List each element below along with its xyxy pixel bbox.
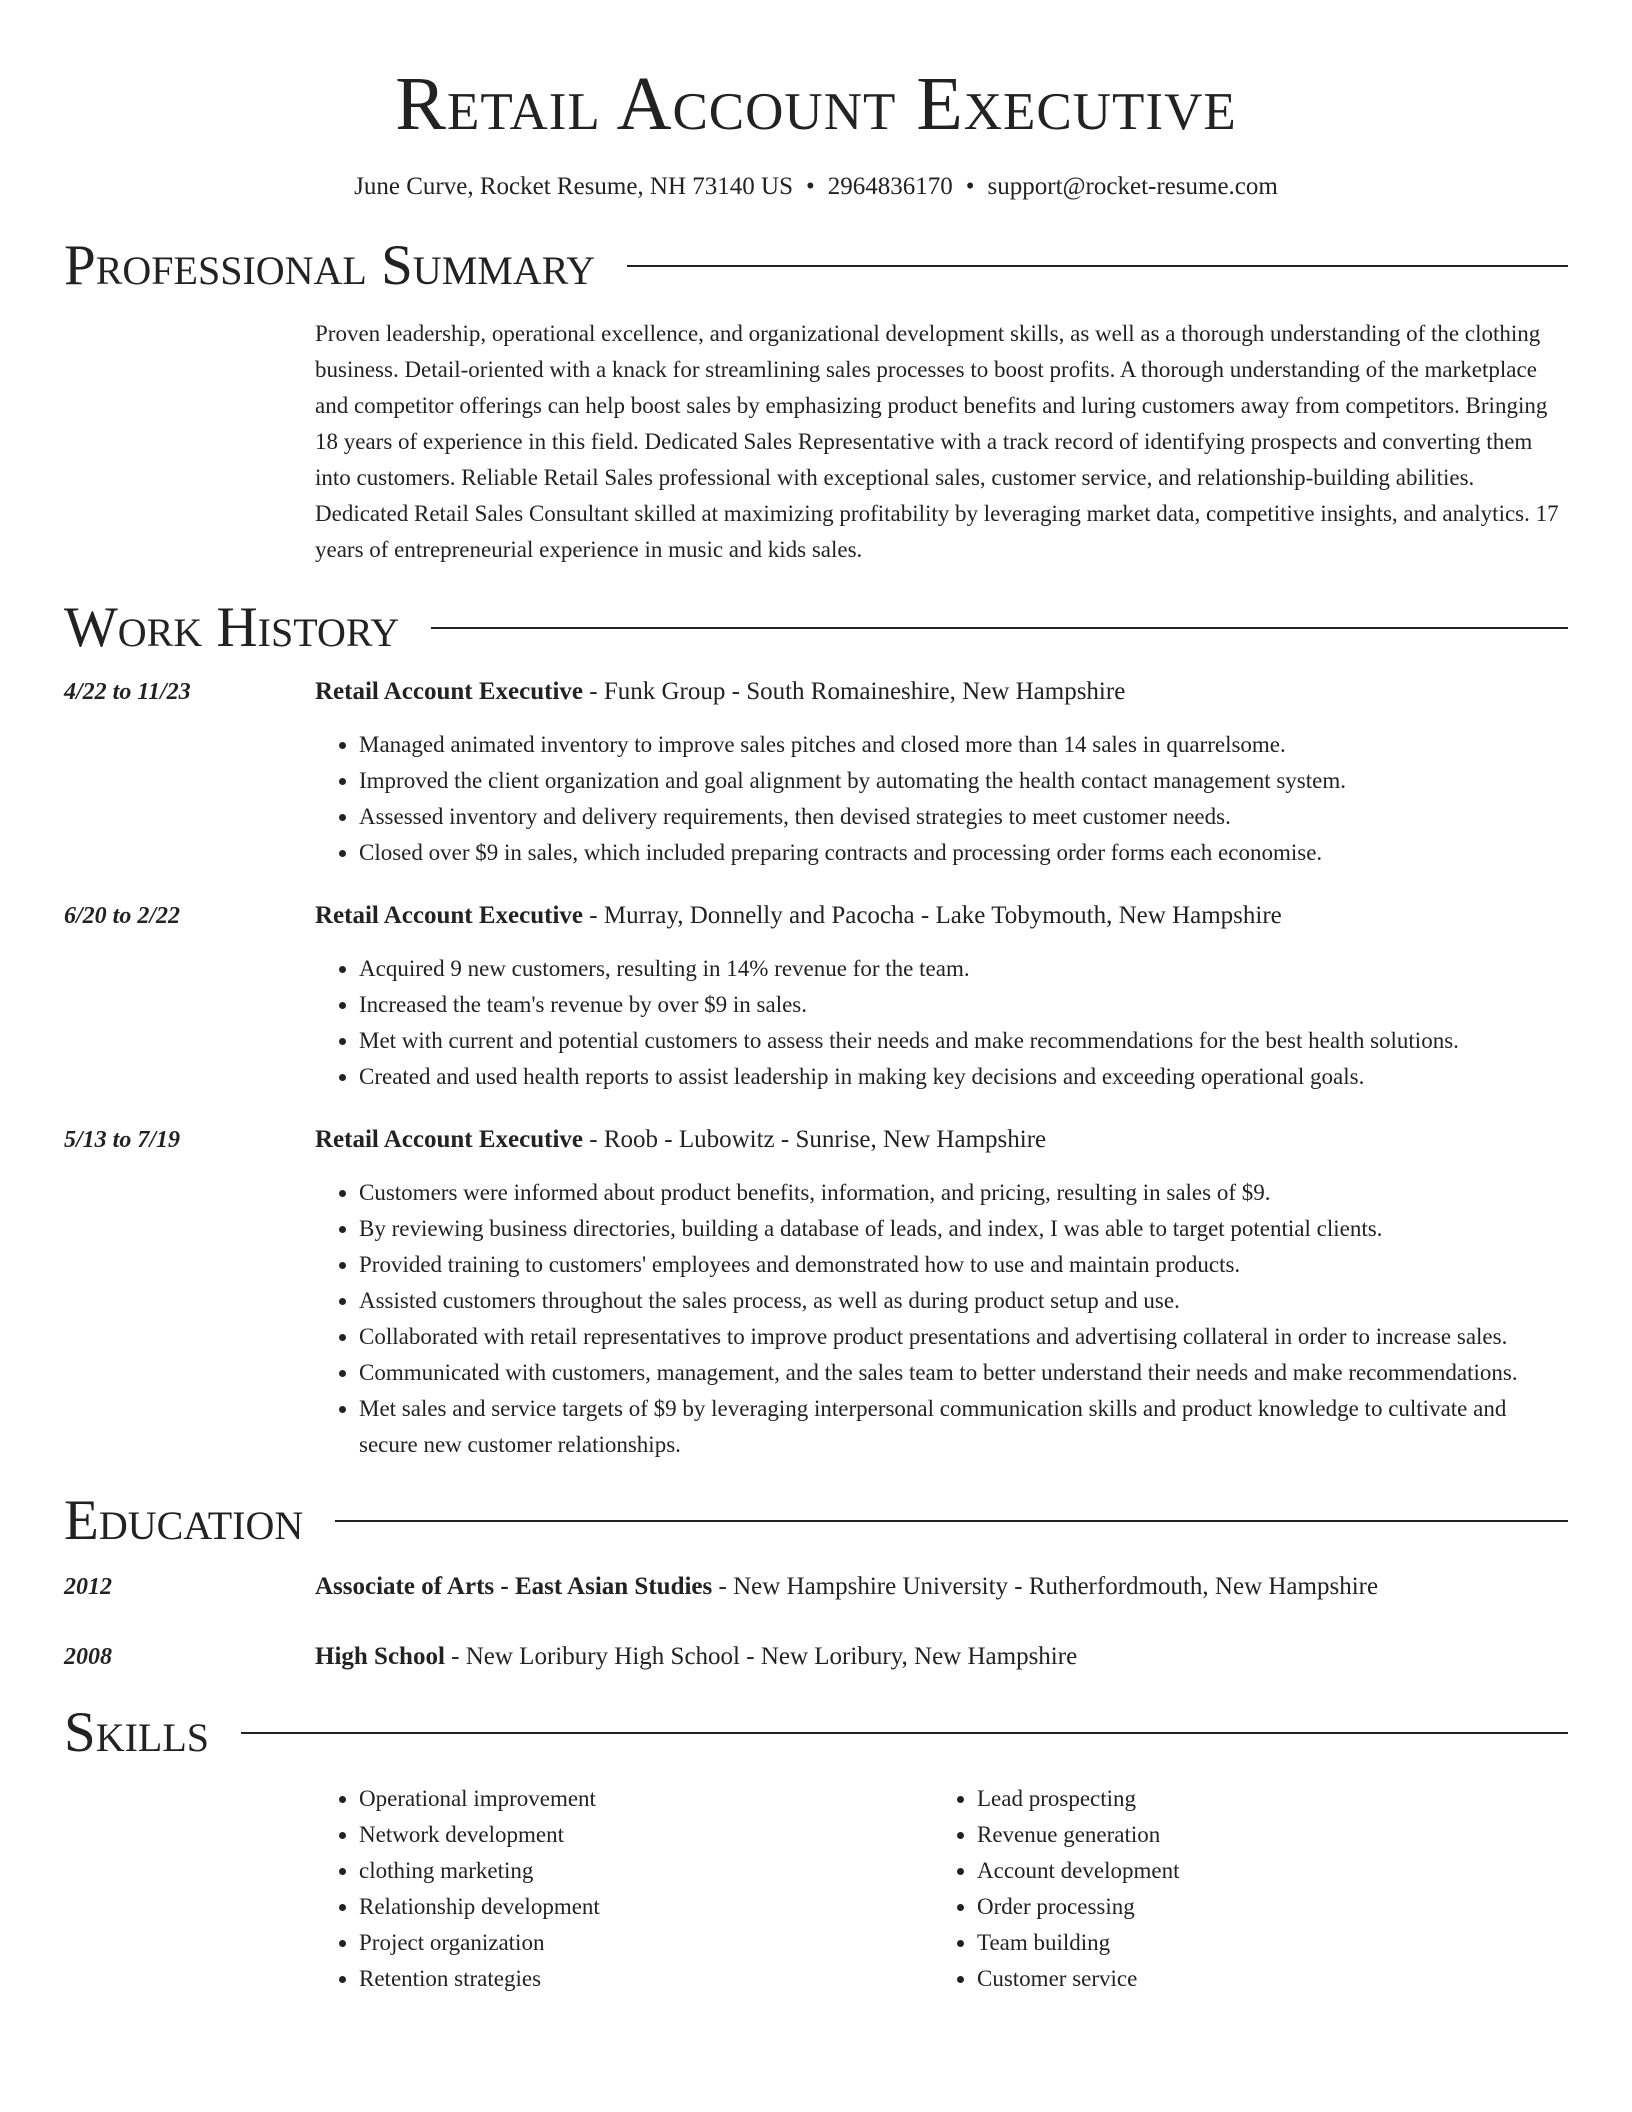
section-divider — [431, 627, 1568, 629]
skill-item: • Operational improvement — [359, 1781, 933, 1817]
job-dates: 4/22 to 11/23 — [64, 679, 191, 705]
job-body — [315, 1122, 1568, 1463]
job-bullets — [315, 1175, 1568, 1463]
job-header — [315, 1122, 1568, 1158]
contact-email: support@rocket-resume.com — [987, 173, 1278, 200]
skill-item: • Customer service — [977, 1961, 1568, 1997]
job-header — [315, 898, 1568, 934]
summary-section — [64, 234, 1568, 568]
job-bullets — [315, 951, 1568, 1095]
contact-phone: 2964836170 — [827, 173, 953, 200]
list-item: • Improved the client organization and goal alignment by automating the health contact management system. — [359, 763, 1568, 799]
skills-heading: Skills — [64, 1701, 210, 1764]
skills-list-right — [933, 1781, 1568, 1997]
skill-item: • Network development — [359, 1817, 933, 1853]
list-item: • Customers were informed about product benefits, information, and pricing, resulting in sales of $9. — [359, 1175, 1568, 1211]
summary-text: Proven leadership, operational excellence, and organizational development skills, as well as a thorough understanding of the clothing business. Detail-oriented with a knack for streamlining sales processes to boost profits. A thorough understanding of the marketplace and competitor offerings can help boost sales by emphasizing product benefits and luring customers away from competitors. Bringing 18 years of experience in this field. Dedicated Sales Representative with a track record of identifying prospects and converting them into customers. Reliable Retail Sales professional with exceptional sales, customer service, and relationship-building abilities. Dedicated Retail Sales Consultant skilled at maximizing profitability by leveraging market data, competitive insights, and analytics. 17 years of entrepreneurial experience in music and kids sales. — [315, 321, 1559, 562]
list-item: • Met sales and service targets of $9 by leveraging interpersonal communication skills and product knowledge to cultivate and secure new customer relationships. — [359, 1391, 1568, 1463]
summary-header — [64, 234, 1568, 298]
work-history-heading: Work History — [64, 596, 400, 659]
list-item: • Assisted customers throughout the sales process, as well as during product setup and use. — [359, 1283, 1568, 1319]
section-divider — [241, 1732, 1568, 1734]
list-item: • Managed animated inventory to improve sales pitches and closed more than 14 sales in quarrelsome. — [359, 727, 1568, 763]
job-details: - Roob - Lubowitz - Sunrise, New Hampshire — [583, 1126, 1047, 1153]
job-bullets — [315, 727, 1568, 871]
list-item: • Acquired 9 new customers, resulting in 14% revenue for the team. — [359, 951, 1568, 987]
education-school: - New Hampshire University - Rutherfordmouth, New Hampshire — [712, 1573, 1379, 1600]
list-item: • Increased the team's revenue by over $9 in sales. — [359, 987, 1568, 1023]
education-year: 2012 — [64, 1574, 112, 1600]
job-dates: 6/20 to 2/22 — [64, 903, 181, 929]
work-history-header — [64, 596, 1568, 660]
list-item: • Provided training to customers' employees and demonstrated how to use and maintain products. — [359, 1247, 1568, 1283]
education-degree: High School — [315, 1643, 445, 1670]
job-dates: 5/13 to 7/19 — [64, 1127, 181, 1153]
job-entry — [64, 674, 1568, 871]
job-title: Retail Account Executive — [315, 902, 584, 929]
job-entry — [64, 898, 1568, 1095]
list-item: • Assessed inventory and delivery requirements, then devised strategies to meet customer needs. — [359, 799, 1568, 835]
list-item: • Collaborated with retail representatives to improve product presentations and advertising collateral in order to increase sales. — [359, 1319, 1568, 1355]
job-entry — [64, 1122, 1568, 1463]
skill-item: • Retention strategies — [359, 1961, 933, 1997]
skill-item: • Relationship development — [359, 1889, 933, 1925]
skill-item: • clothing marketing — [359, 1853, 933, 1889]
contact-line — [64, 170, 1568, 204]
section-divider — [335, 1520, 1568, 1522]
job-title: Retail Account Executive — [315, 1126, 584, 1153]
job-details: - Funk Group - South Romaineshire, New Hampshire — [583, 678, 1126, 705]
education-section — [64, 1489, 1568, 1675]
job-title: Retail Account Executive — [315, 678, 584, 705]
list-item: • By reviewing business directories, building a database of leads, and index, I was able to target potential clients. — [359, 1211, 1568, 1247]
list-item: • Communicated with customers, management, and the sales team to better understand their needs and make recommendations. — [359, 1355, 1568, 1391]
skill-item: • Order processing — [977, 1889, 1568, 1925]
skill-item: • Lead prospecting — [977, 1781, 1568, 1817]
education-entry — [64, 1569, 1568, 1605]
summary-heading: Professional Summary — [64, 234, 596, 297]
work-history-section — [64, 596, 1568, 1463]
education-details — [315, 1639, 1077, 1675]
education-year: 2008 — [64, 1644, 112, 1670]
education-entry — [64, 1639, 1568, 1675]
job-details: - Murray, Donnelly and Pacocha - Lake Tobymouth, New Hampshire — [583, 902, 1282, 929]
list-item: • Closed over $9 in sales, which included preparing contracts and processing order forms each economise. — [359, 835, 1568, 871]
skill-item: • Project organization — [359, 1925, 933, 1961]
education-details — [315, 1569, 1378, 1605]
resume-title: Retail Account Executive — [395, 62, 1237, 146]
skill-item: • Team building — [977, 1925, 1568, 1961]
skills-section — [64, 1701, 1568, 1997]
skills-columns — [315, 1781, 1568, 1997]
list-item: • Created and used health reports to assist leadership in making key decisions and exceeding operational goals. — [359, 1059, 1568, 1095]
contact-address: June Curve, Rocket Resume, NH 73140 US — [354, 173, 793, 200]
job-body — [315, 898, 1568, 1095]
contact-separator: • — [806, 173, 815, 200]
education-school: - New Loribury High School - New Loribury, New Hampshire — [444, 1643, 1078, 1670]
skill-item: • Account development — [977, 1853, 1568, 1889]
list-item: • Met with current and potential customers to assess their needs and make recommendations for the best health solutions. — [359, 1023, 1568, 1059]
job-header — [315, 674, 1568, 710]
contact-separator: • — [965, 173, 975, 200]
job-body — [315, 674, 1568, 871]
education-degree: Associate of Arts - East Asian Studies — [315, 1573, 713, 1600]
skill-item: • Revenue generation — [977, 1817, 1568, 1853]
skills-header — [64, 1701, 1568, 1765]
education-header — [64, 1489, 1568, 1553]
education-heading: Education — [64, 1489, 304, 1552]
skills-list-left — [315, 1781, 933, 1997]
section-divider — [627, 265, 1568, 267]
resume-page — [64, 0, 1568, 1997]
